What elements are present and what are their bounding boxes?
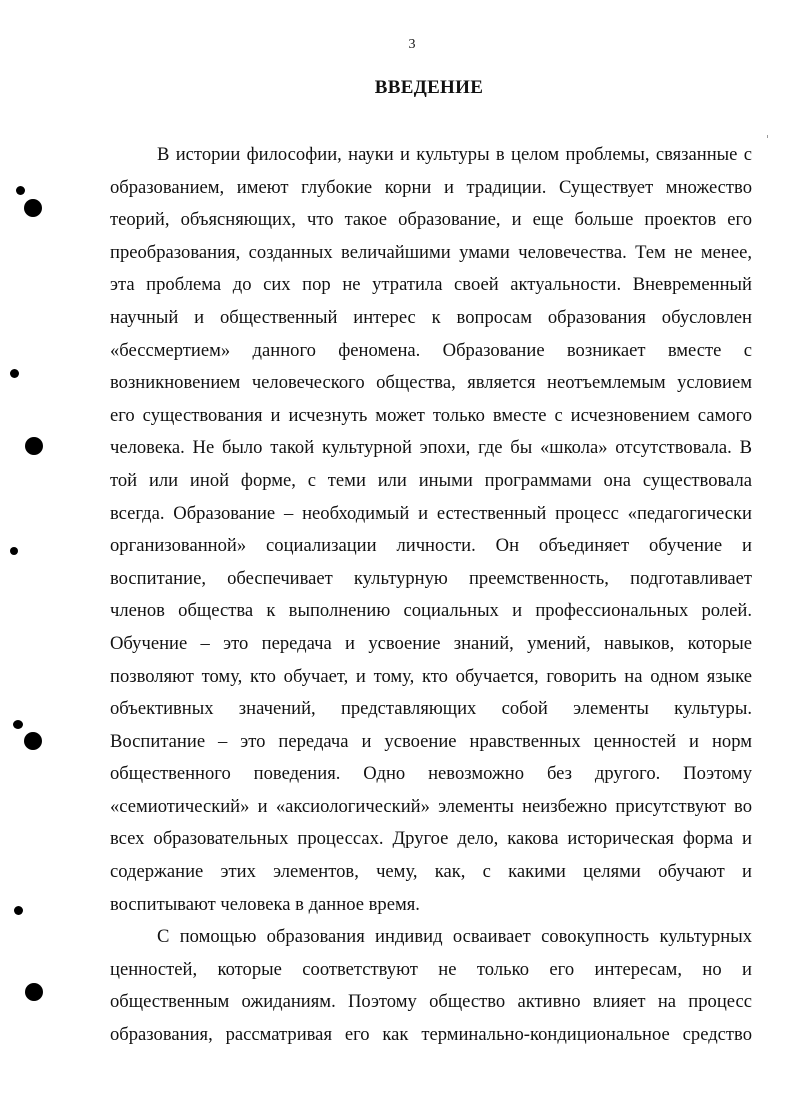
text-line: ценностей, которые соответствуют не только его интересам, но и: [110, 958, 752, 980]
text-line: преобразования, созданных величайшими умами человечества. Тем не менее,: [110, 241, 752, 263]
text-line: общественным ожиданиям. Поэтому общество активно влияет на процесс: [110, 991, 752, 1013]
paragraph-second: [110, 921, 752, 1051]
text-line: всех образовательных процессах. Другое дело, какова историческая форма и: [110, 828, 752, 850]
text-line: всегда. Образование – необходимый и естественный процесс «педагогически: [110, 502, 752, 524]
text-line: человека. Не было такой культурной эпохи, где бы «школа» отсутствовала. В: [110, 437, 752, 459]
text-line: воспитание, обеспечивает культурную преемственность, подготавливает: [110, 567, 752, 589]
text-line: «семиотический» и «аксиологический» элементы неизбежно присутствуют во: [110, 795, 752, 817]
text-line: теорий, объясняющих, что такое образование, и еще больше проектов его: [110, 209, 752, 231]
text-line: объективных значений, представляющих собой элементы культуры.: [110, 698, 752, 720]
body-text: [110, 139, 752, 1052]
page-heading: ВВЕДЕНИЕ: [374, 77, 484, 98]
text-line: общественного поведения. Одно невозможно без другого. Поэтому: [110, 763, 752, 785]
margin-hole-large: [25, 983, 43, 1001]
text-line: В истории философии, науки и культуры в целом проблемы, связанные с: [157, 144, 752, 165]
text-line: организованной» социализации личности. Он объединяет обучение и: [110, 535, 752, 557]
page-number: 3: [408, 37, 416, 52]
text-line: воспитывают человека в данное время.: [110, 893, 420, 915]
margin-hole-small: [16, 186, 25, 195]
margin-hole-small: [10, 547, 18, 555]
text-line: Воспитание – это передача и усвоение нравственных ценностей и норм: [110, 730, 752, 752]
text-line: «бессмертием» данного феномена. Образование возникает вместе с: [110, 339, 752, 361]
text-line: С помощью образования индивид осваивает совокупность культурных: [157, 926, 752, 948]
text-line: содержание этих элементов, чему, как, с какими целями обучают и: [110, 861, 752, 883]
margin-hole-large: [25, 437, 43, 455]
text-line: образованием, имеют глубокие корни и традиции. Существует множество: [110, 176, 752, 198]
paragraph-intro: [110, 139, 752, 921]
margin-hole-large: [24, 732, 42, 750]
text-line: научный и общественный интерес к вопросам образования обусловлен: [110, 306, 752, 328]
scan-speck: [767, 135, 768, 138]
text-line: возникновением человеческого общества, является неотъемлемым условием: [110, 372, 752, 394]
text-line: членов общества к выполнению социальных и профессиональных ролей.: [110, 600, 752, 622]
margin-hole-large: [24, 199, 42, 217]
text-line: той или иной форме, с теми или иными программами она существовала: [110, 469, 752, 491]
margin-hole-small: [13, 720, 23, 729]
text-line: позволяют тому, кто обучает, и тому, кто обучается, говорить на одном языке: [110, 665, 752, 687]
margin-hole-small: [10, 369, 19, 378]
margin-hole-small: [14, 906, 23, 915]
text-line: Обучение – это передача и усвоение знаний, умений, навыков, которые: [110, 632, 752, 654]
text-line: его существования и исчезнуть может только вместе с исчезновением самого: [110, 404, 752, 426]
text-line: эта проблема до сих пор не утратила своей актуальности. Вневременный: [110, 274, 752, 296]
text-line: образования, рассматривая его как терминально-кондициональное средство: [110, 1024, 752, 1046]
